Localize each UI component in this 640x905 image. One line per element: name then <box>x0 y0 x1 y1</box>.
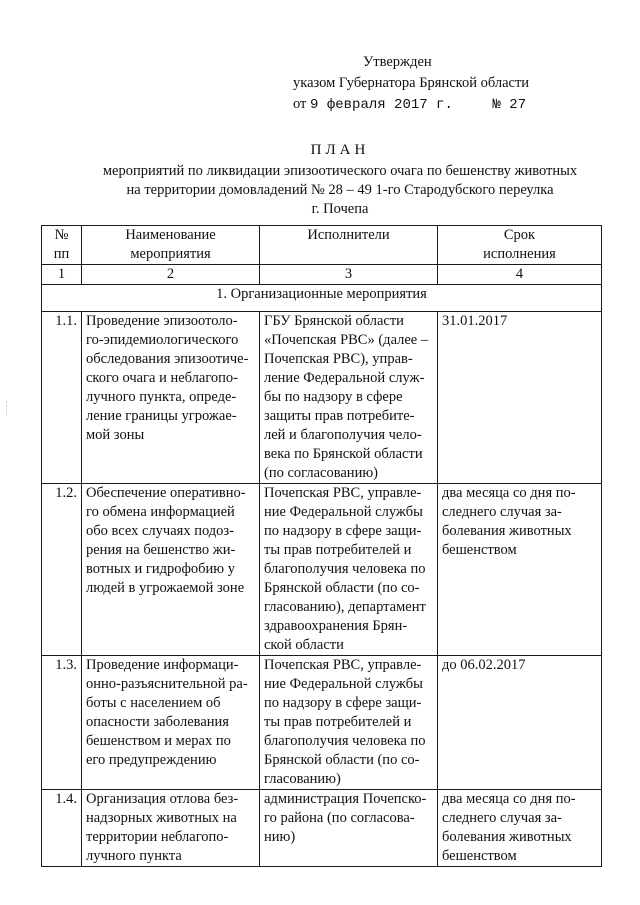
table-row <box>42 656 602 790</box>
table-body <box>42 312 602 867</box>
cell-line: «Почепская РВС» (далее – <box>264 332 429 348</box>
cell-line: здравоохранения Брян- <box>264 618 408 634</box>
cell-line: нию) <box>264 829 296 845</box>
cell-term <box>438 484 602 656</box>
scan-margin-mark <box>6 401 15 415</box>
cell-line: Проведение информаци- <box>86 657 239 673</box>
cell-line: ты прав потребителей и <box>264 714 412 730</box>
cell-line: онно-разъяснительной ра- <box>86 676 248 692</box>
cell-line: Почепская РВС, управле- <box>264 657 422 673</box>
column-number-row <box>42 265 602 285</box>
header-term: Срок исполнения <box>438 226 602 265</box>
cell-line: следнего случая за- <box>442 810 562 826</box>
cell-line: надзорных животных на <box>86 810 237 826</box>
approval-line-approved: Утвержден <box>363 54 432 70</box>
cell-line: Проведение эпизоотоло- <box>86 313 238 329</box>
cell-line: гласованию) <box>264 771 341 787</box>
approval-line-date <box>293 94 593 116</box>
table-row <box>42 312 602 484</box>
cell-line: по надзору в сфере защи- <box>264 523 422 539</box>
cell-line: вотных и гидрофобию у <box>86 561 235 577</box>
cell-line: бы по надзору в сфере <box>264 389 403 405</box>
col-number-4: 4 <box>438 265 602 285</box>
cell-num: 1.2. <box>42 484 82 656</box>
cell-line: обо всех случаях подоз- <box>86 523 234 539</box>
approval-line-decree: указом Губернатора Брянской области <box>293 75 530 91</box>
cell-line: опасности заболевания <box>86 714 229 730</box>
cell-name <box>82 312 260 484</box>
cell-line: (по согласованию) <box>264 465 378 481</box>
cell-line: рения на бешенство жи- <box>86 542 236 558</box>
cell-line: ление Федеральной служ- <box>264 370 425 386</box>
cell-line: болевания животных <box>442 523 572 539</box>
cell-line: администрация Почепско- <box>264 791 427 807</box>
cell-num: 1.4. <box>42 790 82 867</box>
cell-line: лей и благополучия чело- <box>264 427 422 443</box>
title-line-3: г. Почепа <box>311 201 369 217</box>
cell-name <box>82 790 260 867</box>
cell-line: два месяца со дня по- <box>442 791 576 807</box>
cell-line: Обеспечение оперативно- <box>86 485 246 501</box>
table-row <box>42 790 602 867</box>
cell-line: боты с населением об <box>86 695 221 711</box>
cell-line: обследования эпизоотиче- <box>86 351 249 367</box>
header-num: № пп <box>42 226 82 265</box>
cell-line: Брянской области (по со- <box>264 580 420 596</box>
approval-stamp <box>293 52 593 116</box>
cell-line: по надзору в сфере защи- <box>264 695 422 711</box>
cell-executors <box>260 484 438 656</box>
cell-executors <box>260 312 438 484</box>
cell-num: 1.1. <box>42 312 82 484</box>
header-name: Наименование мероприятия <box>82 226 260 265</box>
cell-line: его предупреждению <box>86 752 217 768</box>
cell-line: ГБУ Брянской области <box>264 313 404 329</box>
cell-line: Брянской области (по со- <box>264 752 420 768</box>
cell-line: ление границы угрожае- <box>86 408 237 424</box>
cell-line: лучного пункта <box>86 848 182 864</box>
cell-line: го обмена информацией <box>86 504 235 520</box>
cell-line: два месяца со дня по- <box>442 485 576 501</box>
approval-number: № 27 <box>492 97 527 113</box>
cell-line: го района (по согласова- <box>264 810 415 826</box>
col-number-3: 3 <box>260 265 438 285</box>
cell-line: болевания животных <box>442 829 572 845</box>
cell-line: Почепская РВС), управ- <box>264 351 413 367</box>
header-executors: Исполнители <box>260 226 438 265</box>
cell-line: Организация отлова без- <box>86 791 239 807</box>
cell-line: ского очага и неблагопо- <box>86 370 239 386</box>
cell-line: благополучия человека по <box>264 733 426 749</box>
cell-line: до 06.02.2017 <box>442 657 526 673</box>
cell-term <box>438 656 602 790</box>
cell-line: мой зоны <box>86 427 145 443</box>
cell-line: бешенством <box>442 542 517 558</box>
cell-name <box>82 484 260 656</box>
cell-executors <box>260 656 438 790</box>
cell-line: благополучия человека по <box>264 561 426 577</box>
cell-line: гласованию), департамент <box>264 599 426 615</box>
section-row <box>42 285 602 312</box>
document-title <box>40 141 640 219</box>
cell-num: 1.3. <box>42 656 82 790</box>
section-title: 1. Организационные мероприятия <box>42 285 602 312</box>
col-number-2: 2 <box>82 265 260 285</box>
approval-date-prefix: от <box>293 96 307 112</box>
cell-line: Почепская РВС, управле- <box>264 485 422 501</box>
cell-term <box>438 312 602 484</box>
title-line-2: на территории домовладений № 28 – 49 1-го Стародубского переулка <box>126 182 554 198</box>
cell-line: защиты прав потребите- <box>264 408 415 424</box>
cell-line: 31.01.2017 <box>442 313 508 329</box>
cell-term <box>438 790 602 867</box>
cell-line: ние Федеральной службы <box>264 504 423 520</box>
cell-line: ние Федеральной службы <box>264 676 423 692</box>
cell-line: бешенством и мерах по <box>86 733 231 749</box>
col-number-1: 1 <box>42 265 82 285</box>
cell-line: следнего случая за- <box>442 504 562 520</box>
cell-name <box>82 656 260 790</box>
cell-executors <box>260 790 438 867</box>
cell-line: людей в угрожаемой зоне <box>86 580 245 596</box>
cell-line: бешенством <box>442 848 517 864</box>
cell-line: ты прав потребителей и <box>264 542 412 558</box>
title-plan: ПЛАН <box>310 142 370 158</box>
plan-table <box>41 225 602 867</box>
cell-line: го-эпидемиологического <box>86 332 239 348</box>
cell-line: лучного пункта, опреде- <box>86 389 237 405</box>
title-line-1: мероприятий по ликвидации эпизоотического очага по бешенству животных <box>102 163 578 179</box>
table-header-row <box>42 226 602 265</box>
cell-line: ской области <box>264 637 344 653</box>
cell-line: века по Брянской области <box>264 446 423 462</box>
table-row <box>42 484 602 656</box>
approval-date: 9 февраля 2017 г. <box>310 97 453 113</box>
cell-line: территории неблагопо- <box>86 829 229 845</box>
